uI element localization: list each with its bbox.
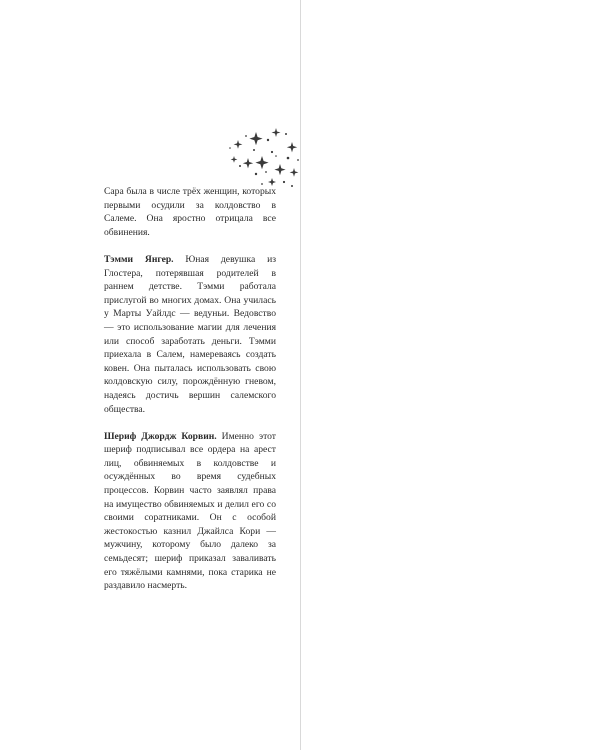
paragraph-text: Именно этот шериф подписывал все ордера на арест лиц, обвиняемых в колдовстве и осуждённых во время судебных процессов. Корвин часто заявлял права на имущество обвиняемых и делил его со своими соратниками. Он с особой жестокостью казнил Джайлса Кори — мужчину, которому было далеко за семьдесят; шериф приказал заваливать его тяжёлыми камнями, пока старика не раздавило насмерть. bbox=[104, 430, 276, 592]
paragraph-tammy-younger bbox=[104, 253, 276, 416]
scattered-stars-icon bbox=[228, 126, 300, 192]
paragraph-text: Сара была в числе трёх женщин, которых первыми осудили за колдовство в Салеме. Она яростно отрицала все обвинения. bbox=[104, 186, 276, 238]
paragraph-lead: Тэмми Янгер. bbox=[104, 253, 174, 265]
paragraph-text: Юная девушка из Глостера, потерявшая родителей в раннем детстве. Тэмми работала прислугой во многих домах. Она училась у Марты Уайлдс — ведуньи. Ведовство — это использование магии для лечения или способ заработать деньги. Тэмми приехала в Салем, намереваясь создать ковен. Она пыталась использовать свою колдовскую силу, порождённую гневом, надеясь достичь вершин салемского общества. bbox=[104, 253, 276, 415]
body-text bbox=[104, 185, 276, 606]
page-divider bbox=[300, 0, 301, 750]
paragraph-lead: Шериф Джордж Корвин. bbox=[104, 430, 217, 442]
paragraph-sara bbox=[104, 185, 276, 239]
paragraph-sheriff-corwin bbox=[104, 430, 276, 593]
